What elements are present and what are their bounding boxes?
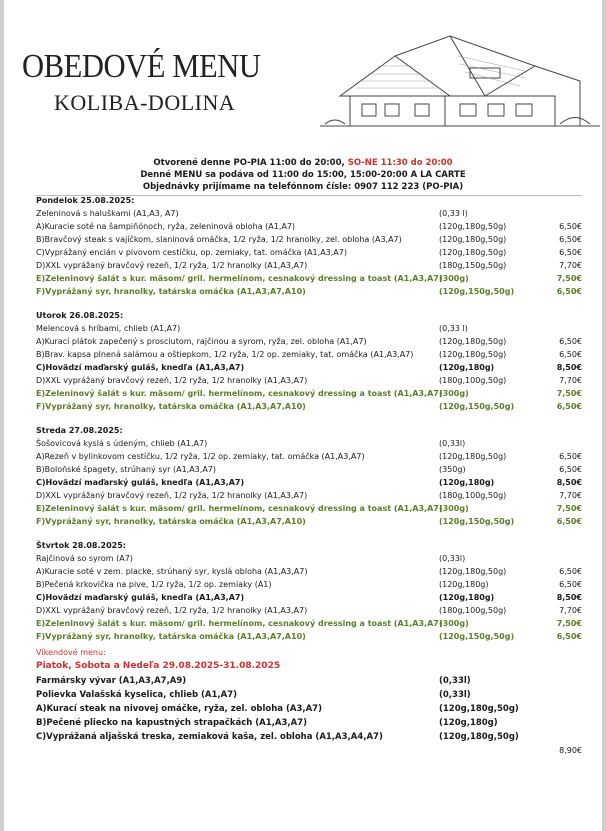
menu-item [36, 209, 582, 222]
item-price: 6,50€ [559, 567, 582, 576]
item-name: B)Pečená krkovička na pive, 1/2 ryža, 1/2 op. zemiaky (A1) [36, 580, 272, 589]
item-price: 6,50€ [559, 452, 582, 461]
item-name: D)XXL vyprážaný bravčový rezeň, 1/2 ryža, 1/2 hranolky (A1,A3,A7) [36, 261, 308, 270]
item-weight: (0,33l) [439, 690, 471, 700]
item-weight: (120g,180g,50g) [439, 350, 507, 359]
menu-item [36, 504, 582, 517]
item-weight: (120g,180g,50g) [439, 222, 507, 231]
menu-item [36, 676, 582, 689]
item-name: E)Zeleninový šalát s kur. mäsom/ gril. hermelínom, cesnakový dressing a toast (A1,A3,A7) [36, 619, 443, 628]
item-weight: (120g,180g,50g) [439, 704, 519, 714]
item-price: 6,50€ [559, 248, 582, 257]
opening-hours [0, 158, 606, 168]
menu-item [36, 718, 582, 731]
menu-item [36, 491, 582, 504]
item-name: C)Hovädzí maďarský guláš, knedľa (A1,A3,A7) [36, 593, 245, 602]
item-price: 8,50€ [556, 478, 582, 487]
item-name: C)Hovädzí maďarský guláš, knedľa (A1,A3,A7) [36, 363, 245, 372]
menu-item [36, 690, 582, 703]
item-price: 6,50€ [559, 235, 582, 244]
menu-item [36, 465, 582, 478]
item-weight: (300g) [439, 619, 469, 628]
item-name: D)XXL vyprážaný bravčový rezeň, 1/2 ryža, 1/2 hranolky (A1,A3,A7) [36, 606, 308, 615]
menu-item [36, 452, 582, 465]
item-weight: (300g) [439, 389, 469, 398]
menu-item [36, 619, 582, 632]
menu-item [36, 274, 582, 287]
menu-item [36, 324, 582, 337]
item-price: 8,50€ [556, 593, 582, 602]
item-price: 7,50€ [556, 619, 582, 628]
menu-item [36, 704, 582, 717]
item-weight: (120g,180g,50g) [439, 248, 507, 257]
item-name: Polievka Valašská kyselica, chlieb (A1,A7) [36, 690, 238, 700]
menu-item [36, 350, 582, 363]
menu-item [36, 261, 582, 274]
page-subtitle: KOLIBA-DOLINA [54, 90, 236, 115]
item-weight: (0,33l) [439, 676, 471, 686]
item-weight: (180g,150g,50g) [439, 261, 507, 270]
item-name: Pondelok 25.08.2025: [36, 196, 135, 205]
menu-item [36, 478, 582, 491]
item-name: C)Vyprážaná aljašská treska, zemiaková kaša, zel. obloha (A1,A3,A4,A7) [36, 732, 383, 742]
item-name: B)Bravčový steak s vajíčkom, slaninová omáčka, 1/2 ryža, 1/2 hranolky, zel. obloha (A3,A7) [36, 235, 402, 244]
day-heading-thursday [36, 541, 582, 554]
item-name: D)XXL vyprážaný bravčový rezeň, 1/2 ryža, 1/2 hranolky (A1,A3,A7) [36, 376, 308, 385]
item-weight: (120g,180g) [439, 593, 495, 602]
order-phone: Objednávky prijímame na telefónnom čísle: 0907 112 223 (PO-PIA) [142, 182, 464, 192]
item-name: Rajčinová so syrom (A7) [36, 554, 133, 563]
menu-item [36, 337, 582, 350]
item-weight: (120g,180g,50g) [439, 452, 507, 461]
item-weight: (120g,150g,50g) [439, 402, 515, 411]
item-name: Štvrtok 28.08.2025: [36, 541, 126, 550]
item-name: Farmársky vývar (A1,A3,A7,A9) [36, 676, 187, 686]
item-name: F)Vyprážaný syr, hranolky, tatárska omáčka (A1,A3,A7,A10) [36, 517, 306, 526]
item-weight: (120g,180g,50g) [439, 337, 507, 346]
item-name: Piatok, Sobota a Nedeľa 29.08.2025-31.08.2025 [36, 661, 281, 671]
menu-item [36, 235, 582, 248]
opening-hours-weekday: Otvorené denne PO-PIA 11:00 do 20:00, [153, 158, 345, 168]
item-weight: (0,33 l) [439, 324, 468, 333]
day-heading-tuesday [36, 311, 582, 324]
item-price: 6,50€ [559, 465, 582, 474]
item-name: Víkendové menu: [36, 648, 106, 657]
item-name: Utorok 26.08.2025: [36, 311, 124, 320]
item-weight: (120g,180g,50g) [439, 567, 507, 576]
item-weight: (0,33l) [439, 439, 466, 448]
menu-item [36, 222, 582, 235]
item-price: 7,70€ [559, 261, 582, 270]
weekend-price [36, 746, 582, 759]
item-weight: (180g,100g,50g) [439, 376, 507, 385]
item-name: A)Kuracie soté na šampiňónoch, ryža, zeleninová obloha (A1,A7) [36, 222, 296, 231]
weekend-label [36, 648, 582, 661]
item-weight: (300g) [439, 504, 469, 513]
day-heading-monday [36, 196, 582, 209]
item-weight: (120g,150g,50g) [439, 287, 515, 296]
item-name: C)Vyprážaný encián v pivovom cestíčku, op. zemiaky, tat. omáčka (A1,A3,A7) [36, 248, 347, 257]
menu-item [36, 606, 582, 619]
item-name: Zeleninová s haluškami (A1,A3, A7) [36, 209, 179, 218]
menu-item [36, 632, 582, 645]
item-weight: (0,33l) [439, 554, 466, 563]
menu-item [36, 732, 582, 745]
item-price: 7,50€ [556, 274, 582, 283]
item-name: E)Zeleninový šalát s kur. mäsom/ gril. hermelínom, cesnakový dressing a toast (A1,A3,A7) [36, 504, 443, 513]
item-price: 6,50€ [556, 287, 582, 296]
item-name: F)Vyprážaný syr, hranolky, tatárska omáčka (A1,A3,A7,A10) [36, 632, 306, 641]
item-weight: (0,33 l) [439, 209, 468, 218]
item-price: 7,70€ [559, 491, 582, 500]
item-name: Melencová s hríbami, chlieb (A1,A7) [36, 324, 181, 333]
menu-item [36, 363, 582, 376]
item-name: B)Pečené pliecko na kapustných strapačkách (A1,A3,A7) [36, 718, 307, 728]
item-name: A)Rezeň v bylinkovom cestíčku, 1/2 ryža, 1/2 op. zemiaky, tat. omáčka (A1,A3,A7) [36, 452, 365, 461]
menu-item [36, 554, 582, 567]
item-weight: (120g,150g,50g) [439, 517, 515, 526]
item-name: Streda 27.08.2025: [36, 426, 123, 435]
daily-menu-hours: Denné MENU sa podáva od 11:00 do 15:00, 15:00-20:00 A LA CARTE [140, 170, 466, 180]
item-weight: (180g,100g,50g) [439, 491, 507, 500]
item-weight: (350g) [439, 465, 466, 474]
item-name: A)Kurací plátok zapečený s prosciutom, rajčinou a syrom, ryža, zel. obloha (A1,A7) [36, 337, 367, 346]
item-name: D)XXL vyprážaný bravčový rezeň, 1/2 ryža, 1/2 hranolky (A1,A3,A7) [36, 491, 308, 500]
menu-item [36, 376, 582, 389]
weekend-title [36, 661, 582, 674]
item-price: 7,50€ [556, 389, 582, 398]
item-name: C)Hovädzí maďarský guláš, knedľa (A1,A3,A7) [36, 478, 245, 487]
item-price: 7,70€ [559, 376, 582, 385]
left-edge-strip [0, 0, 4, 831]
item-price: 6,50€ [559, 580, 582, 589]
item-name: F)Vyprážaný syr, hranolky, tatárska omáčka (A1,A3,A7,A10) [36, 402, 306, 411]
menu-item [36, 389, 582, 402]
right-edge-strip [602, 0, 606, 831]
item-name: E)Zeleninový šalát s kur. mäsom/ gril. hermelínom, cesnakový dressing a toast (A1,A3,A7) [36, 274, 443, 283]
item-name: B)Boloňské špagety, strúhaný syr (A1,A3,A7) [36, 465, 216, 474]
menu-item [36, 567, 582, 580]
item-weight: (120g,180g) [439, 478, 495, 487]
item-weight: (120g,180g,50g) [439, 732, 519, 742]
menu-item [36, 580, 582, 593]
day-heading-wednesday [36, 426, 582, 439]
item-price: 8,90€ [559, 746, 582, 755]
item-name: E)Zeleninový šalát s kur. mäsom/ gril. hermelínom, cesnakový dressing a toast (A1,A3,A7) [36, 389, 443, 398]
item-weight: (300g) [439, 274, 469, 283]
menu-item [36, 439, 582, 452]
item-price: 7,70€ [559, 606, 582, 615]
item-name: A)Kuracie soté v zem. placke, strúhaný syr, kyslá obloha (A1,A3,A7) [36, 567, 308, 576]
item-price: 6,50€ [556, 517, 582, 526]
item-price: 6,50€ [556, 632, 582, 641]
item-weight: (120g,180g) [439, 718, 498, 728]
menu-item [36, 593, 582, 606]
item-price: 6,50€ [556, 402, 582, 411]
menu-item [36, 248, 582, 261]
item-price: 6,50€ [559, 337, 582, 346]
item-weight: (120g,180g,50g) [439, 235, 507, 244]
item-name: F)Vyprážaný syr, hranolky, tatárska omáčka (A1,A3,A7,A10) [36, 287, 306, 296]
menu-item [36, 517, 582, 530]
item-weight: (120g,180g) [439, 580, 489, 589]
item-name: B)Brav. kapsa plnená salámou a oštiepkom, 1/2 ryža, 1/2 op. zemiaky, tat. omáčka (A1,A3,A7) [36, 350, 414, 359]
item-price: 6,50€ [559, 222, 582, 231]
item-weight: (120g,180g) [439, 363, 495, 372]
menu-item [36, 402, 582, 415]
item-price: 6,50€ [559, 350, 582, 359]
page-title: OBEDOVÉ MENU [22, 48, 261, 85]
item-price: 7,50€ [556, 504, 582, 513]
item-name: A)Kurací steak na nivovej omáčke, ryža, zel. obloha (A3,A7) [36, 704, 322, 714]
item-price: 8,50€ [556, 363, 582, 372]
item-name: Šošovicová kyslá s údeným, chlieb (A1,A7) [36, 439, 208, 448]
item-weight: (120g,150g,50g) [439, 632, 515, 641]
opening-hours-weekend: SO-NE 11:30 do 20:00 [347, 158, 453, 168]
restaurant-sketch-image [320, 26, 600, 138]
item-weight: (180g,100g,50g) [439, 606, 507, 615]
menu-item [36, 287, 582, 300]
